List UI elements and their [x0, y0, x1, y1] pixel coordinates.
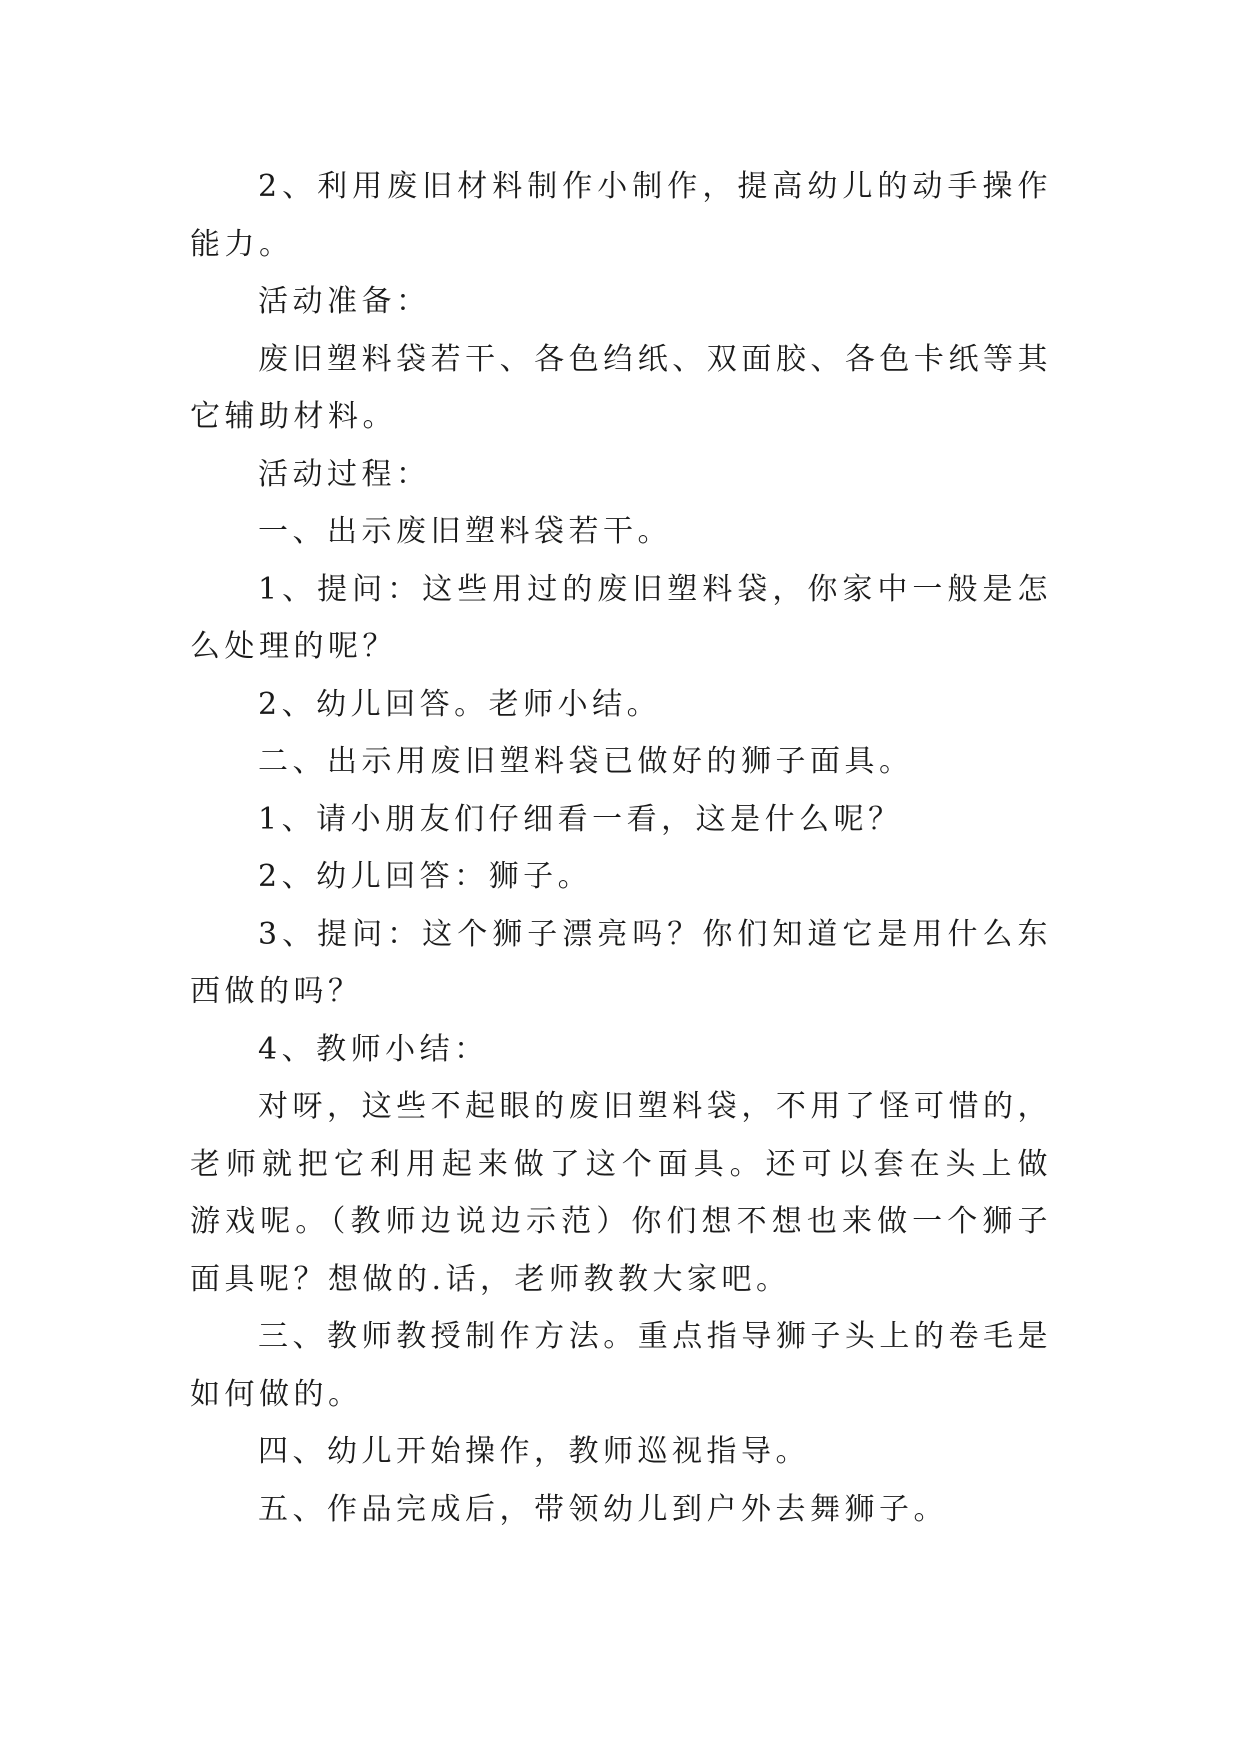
- step-1-item-1: 1、提问：这些用过的废旧塑料袋，你家中一般是怎么处理的呢？: [190, 571, 1052, 664]
- preparation-heading: 活动准备：: [258, 284, 431, 319]
- step-4-heading: 四、幼儿开始操作，教师巡视指导。: [258, 1434, 810, 1469]
- goal-2-paragraph: 2、利用废旧材料制作小制作，提高幼儿的动手操作能力。: [190, 169, 1052, 262]
- materials-paragraph: 废旧塑料袋若干、各色绉纸、双面胶、各色卡纸等其它辅助材料。: [190, 341, 1052, 434]
- step-2-item-2: 2、幼儿回答：狮子。: [258, 859, 593, 894]
- document-body: [190, 158, 1052, 1538]
- step-1-heading: 一、出示废旧塑料袋若干。: [258, 514, 672, 549]
- step-2-item-3: 3、提问：这个狮子漂亮吗？你们知道它是用什么东西做的吗？: [190, 916, 1052, 1009]
- process-heading: 活动过程：: [258, 456, 431, 492]
- step-2-item-4: 4、教师小结：: [258, 1031, 489, 1067]
- step-2-heading: 二、出示用废旧塑料袋已做好的狮子面具。: [258, 744, 914, 779]
- teacher-summary-paragraph: 对呀，这些不起眼的废旧塑料袋，不用了怪可惜的，老师就把它利用起来做了这个面具。还可以套在头上做游戏呢。（教师边说边示范）你们想不想也来做一个狮子面具呢？想做的.话，老师教教大家吧。: [190, 1089, 1052, 1297]
- step-3-heading: 三、教师教授制作方法。重点指导狮子头上的卷毛是如何做的。: [190, 1319, 1052, 1412]
- step-5-heading: 五、作品完成后，带领幼儿到户外去舞狮子。: [258, 1491, 948, 1527]
- step-2-item-1: 1、请小朋友们仔细看一看，这是什么呢？: [258, 801, 903, 837]
- step-1-item-2: 2、幼儿回答。老师小结。: [258, 686, 662, 722]
